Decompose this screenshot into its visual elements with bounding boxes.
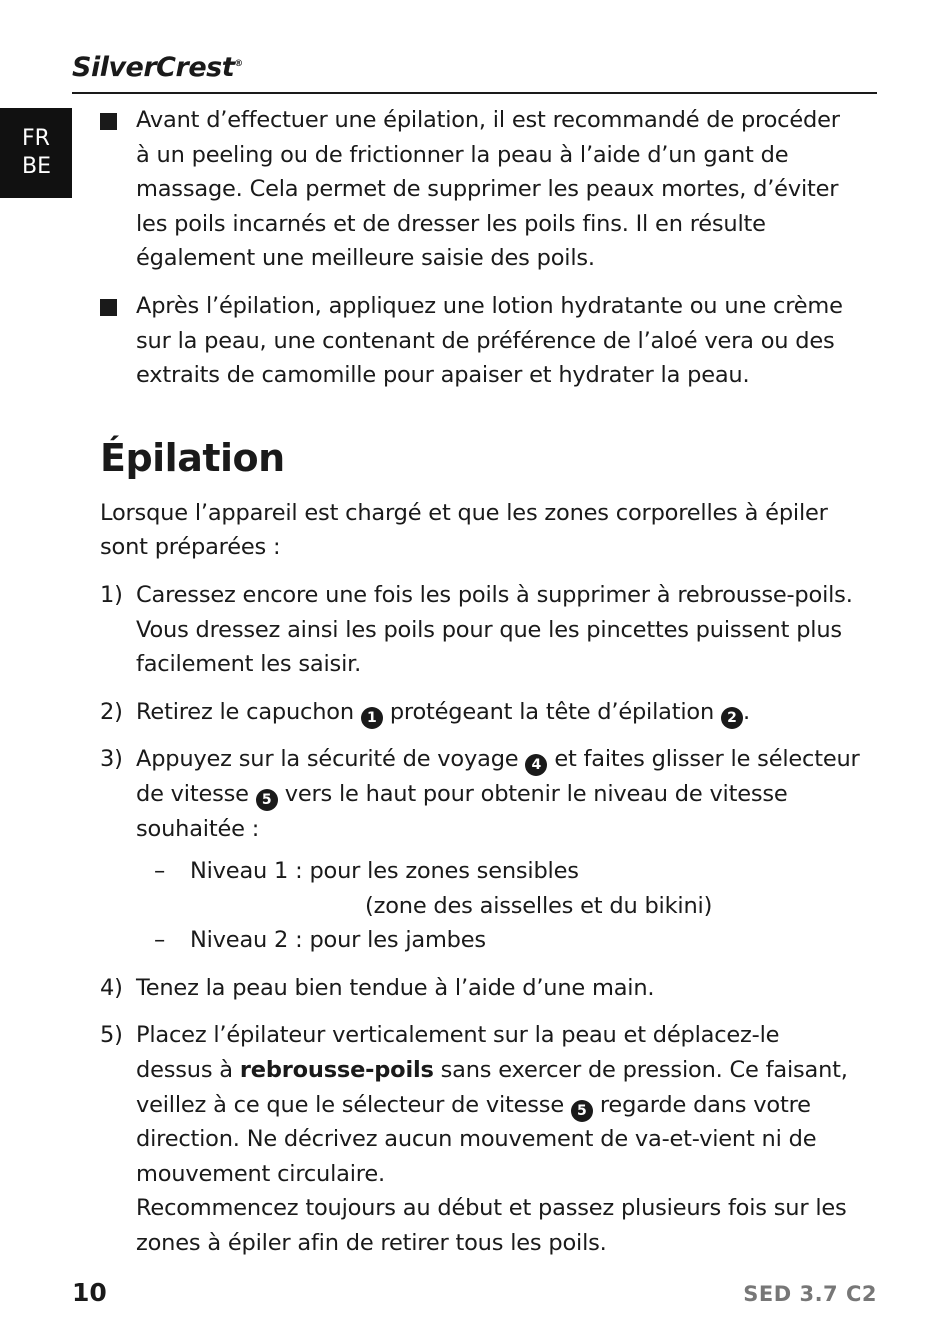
page-content bbox=[100, 103, 860, 1274]
step-number: 2) bbox=[100, 698, 123, 725]
square-bullet-icon bbox=[100, 299, 117, 316]
step-number: 1) bbox=[100, 581, 123, 608]
step-text: regarde dans votre direction. Ne décrivez aucun mouvement de va-et-vient ni de mouvement circulaire. bbox=[136, 1091, 817, 1187]
brand-name: SilverCrest bbox=[72, 52, 235, 83]
speed-level-text: Niveau 1 : pour les zones sensibles bbox=[190, 858, 579, 885]
brand-logo bbox=[72, 52, 243, 83]
step-text: Placez l’épilateur verticalement sur la peau et déplacez-le dessus à bbox=[136, 1022, 780, 1084]
model-number: SED 3.7 C2 bbox=[743, 1282, 877, 1306]
step-text: vers le haut pour obtenir le niveau de vitesse souhaitée : bbox=[136, 780, 788, 842]
header-divider bbox=[72, 92, 877, 94]
part-reference-1-icon: 1 bbox=[361, 707, 383, 729]
bullet-text: Avant d’effectuer une épilation, il est recommandé de procéder à un peeling ou de frictionner la peau à l’aide d’un gant de massage. Cela permet de supprimer les peaux mortes, d’éviter les poils incarnés et de dresser les poils fins. Il en résulte également une meilleure saisie des poils. bbox=[136, 107, 840, 272]
step-5 bbox=[100, 1018, 860, 1260]
step-text-continued: Recommencez toujours au début et passez plusieurs fois sur les zones à épiler afin de retirer tous les poils. bbox=[136, 1195, 847, 1257]
part-reference-4-icon: 4 bbox=[525, 754, 547, 776]
step-number: 3) bbox=[100, 746, 123, 773]
step-2 bbox=[100, 695, 860, 730]
section-intro: Lorsque l’appareil est chargé et que les zones corporelles à épiler sont préparées : bbox=[100, 499, 828, 561]
page-number: 10 bbox=[72, 1278, 107, 1307]
language-tab bbox=[0, 108, 72, 198]
step-text: protégeant la tête d’épilation bbox=[389, 698, 715, 725]
step-text: Appuyez sur la sécurité de voyage bbox=[136, 746, 519, 773]
part-reference-5-icon: 5 bbox=[256, 789, 278, 811]
dash-bullet: – bbox=[154, 858, 166, 885]
step-4 bbox=[100, 971, 860, 1006]
step-text: et faites glisser le sélecteur de vitesse bbox=[136, 746, 860, 807]
step-text: Tenez la peau bien tendue à l’aide d’une main. bbox=[136, 974, 655, 1001]
speed-level-item bbox=[136, 923, 860, 958]
step-3 bbox=[100, 742, 860, 958]
square-bullet-icon bbox=[100, 113, 117, 130]
step-text: Caressez encore une fois les poils à supprimer à rebrousse-poils. Vous dressez ainsi les poils pour que les pincettes puissent plus facilement les saisir. bbox=[136, 581, 853, 678]
step-number: 5) bbox=[100, 1022, 123, 1049]
step-1 bbox=[100, 578, 860, 682]
bullet-item bbox=[100, 289, 860, 393]
step-text: Retirez le capuchon bbox=[136, 698, 354, 725]
registered-mark: ® bbox=[234, 59, 243, 69]
dash-bullet: – bbox=[154, 927, 166, 954]
step-number: 4) bbox=[100, 974, 123, 1001]
bullet-text: Après l’épilation, appliquez une lotion hydratante ou une crème sur la peau, une contenant de préférence de l’aloé vera ou des extraits de camomille pour apaiser et hydrater la peau. bbox=[136, 292, 843, 389]
bullet-item bbox=[100, 103, 860, 276]
emphasis-text: rebrousse-poils bbox=[239, 1057, 434, 1084]
speed-level-text: Niveau 2 : pour les jambes bbox=[190, 927, 486, 954]
section-title: Épilation bbox=[100, 435, 285, 480]
step-text: sans exercer de pression. Ce faisant, veillez à ce que le sélecteur de vitesse bbox=[136, 1057, 848, 1118]
part-reference-2-icon: 2 bbox=[721, 707, 743, 729]
step-text: . bbox=[743, 698, 750, 725]
speed-level-list bbox=[136, 854, 860, 958]
speed-level-item bbox=[136, 854, 860, 923]
language-tab-line-2: BE bbox=[22, 154, 51, 179]
speed-level-detail: (zone des aisselles et du bikini) bbox=[365, 892, 713, 919]
part-reference-5-icon: 5 bbox=[571, 1100, 593, 1122]
language-tab-line-1: FR bbox=[22, 126, 50, 151]
